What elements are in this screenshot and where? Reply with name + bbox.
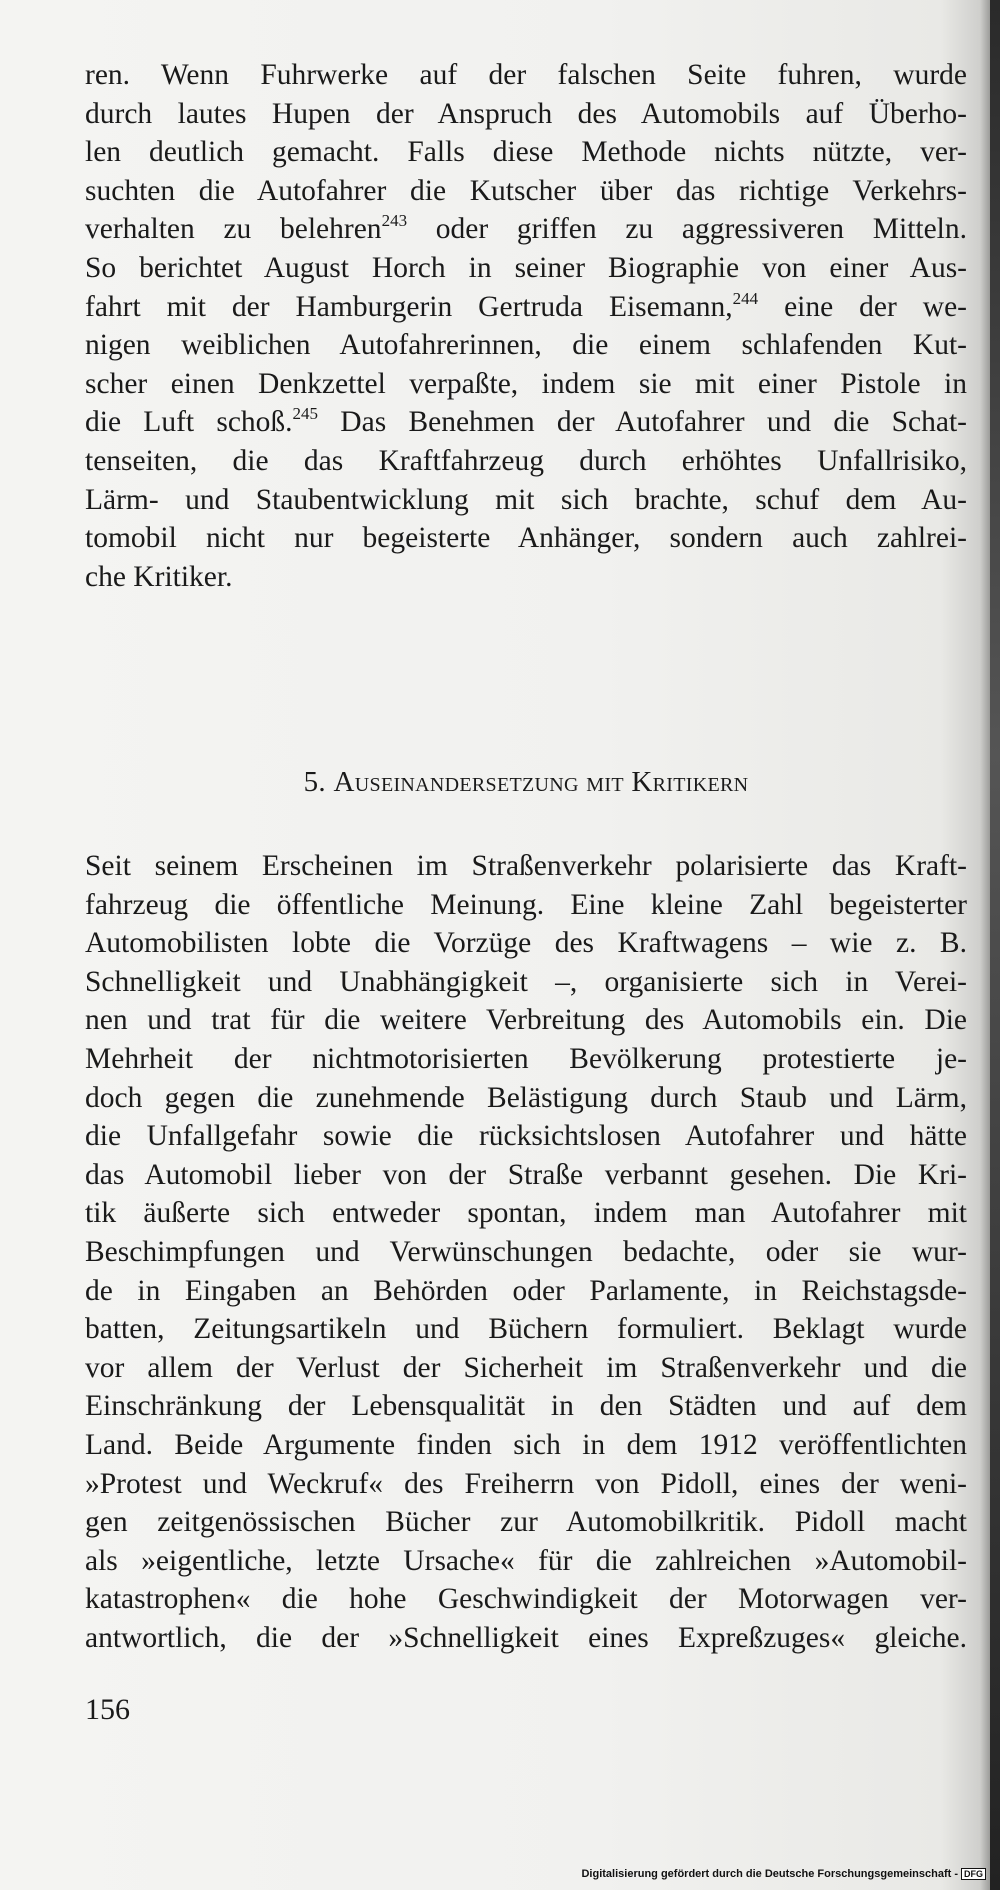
text-line-with-footnote [85,403,967,442]
text-segment: Das Benehmen der Autofahrer und die Schat- [318,406,967,439]
text-line: batten, Zeitungsartikeln und Büchern formuliert. Beklagt wurde [85,1313,967,1346]
text-line: doch gegen die zunehmende Belästigung durch Staub und Lärm, [85,1081,967,1114]
text-line: scher einen Denkzettel verpaßte, indem sie mit einer Pistole in [85,367,967,400]
text-line: de in Eingaben an Behörden oder Parlamente, in Reichstagsde- [85,1274,967,1307]
text-line: vor allem der Verlust der Sicherheit im Straßenverkehr und die [85,1351,967,1384]
text-line: das Automobil lieber von der Straße verbannt gesehen. Die Kri- [85,1158,967,1191]
text-line: che Kritiker. [85,560,233,593]
text-segment: oder griffen zu aggressiveren Mitteln. [407,213,967,246]
dfg-logo: DFG [961,1868,986,1880]
text-line: tik äußerte sich entweder spontan, indem man Autofahrer mit [85,1197,967,1230]
text-line: tenseiten, die das Kraftfahrzeug durch erhöhtes Unfallrisiko, [85,444,967,477]
text-line: nen und trat für die weitere Verbreitung des Automobils ein. Die [85,1004,967,1037]
text-line: Mehrheit der nichtmotorisierten Bevölkerung protestierte je- [85,1042,967,1075]
section-number: 5. [303,766,326,798]
section-title: Auseinandersetzung mit Kritikern [333,766,749,798]
text-line: Seit seinem Erscheinen im Straßenverkehr polarisierte das Kraft- [85,850,967,882]
section-heading [85,766,967,799]
text-line-with-footnote [85,210,967,249]
text-line: tomobil nicht nur begeisterte Anhänger, sondern auch zahlrei- [85,522,967,555]
text-line: Beschimpfungen und Verwünschungen bedachte, oder sie wur- [85,1235,967,1268]
text-line-with-footnote [85,288,967,327]
text-line: als »eigentliche, letzte Ursache« für die zahlreichen »Automobil- [85,1544,967,1577]
text-line: durch lautes Hupen der Anspruch des Automobils auf Überho- [85,97,967,130]
text-line: Land. Beide Argumente finden sich in dem 1912 veröffentlichten [85,1428,967,1461]
page-edge-shadow [990,0,1000,1890]
footnote-ref-243: 243 [381,211,408,231]
text-line: gen zeitgenössischen Bücher zur Automobilkritik. Pidoll macht [85,1506,967,1539]
page-number: 156 [85,1693,130,1726]
footnote-ref-245: 245 [292,404,319,424]
paragraph-continued [85,56,967,596]
text-line: Einschränkung der Lebensqualität in den Städten und auf dem [85,1390,967,1423]
text-line: suchten die Autofahrer die Kutscher über das richtige Verkehrs- [85,174,967,207]
text-segment: die Luft schoß. [85,406,293,439]
text-line: die Unfallgefahr sowie die rücksichtslosen Autofahrer und hätte [85,1120,967,1153]
text-line: len deutlich gemacht. Falls diese Methode nichts nützte, ver- [85,136,967,169]
paragraph [85,847,967,1657]
text-line: »Protest und Weckruf« des Freiherrn von Pidoll, eines der weni- [85,1467,967,1500]
text-line: Automobilisten lobte die Vorzüge des Kraftwagens – wie z. B. [85,927,967,960]
text-segment: eine der we- [758,290,967,323]
credit-text: Digitalisierung gefördert durch die Deutsche Forschungsgemeinschaft - [581,1868,958,1880]
text-line: So berichtet August Horch in seiner Biographie von einer Aus- [85,251,967,284]
text-line: ren. Wenn Fuhrwerke auf der falschen Seite fuhren, wurde [85,59,967,91]
text-line: nigen weiblichen Autofahrerinnen, die einem schlafenden Kut- [85,329,967,362]
text-segment: fahrt mit der Hamburgerin Gertruda Eisemann, [85,290,733,323]
text-line: katastrophen« die hohe Geschwindigkeit der Motorwagen ver- [85,1583,967,1616]
footnote-ref-244: 244 [732,288,759,308]
text-line: antwortlich, die der »Schnelligkeit eines Expreßzuges« gleiche. [85,1621,967,1654]
text-line: Lärm- und Staubentwicklung mit sich brachte, schuf dem Au- [85,483,967,516]
text-line: fahrzeug die öffentliche Meinung. Eine kleine Zahl begeisterter [85,888,967,921]
text-segment: verhalten zu belehren [85,213,382,246]
digitization-credit [581,1868,986,1880]
text-line: Schnelligkeit und Unabhängigkeit –, organisierte sich in Verei- [85,965,967,998]
